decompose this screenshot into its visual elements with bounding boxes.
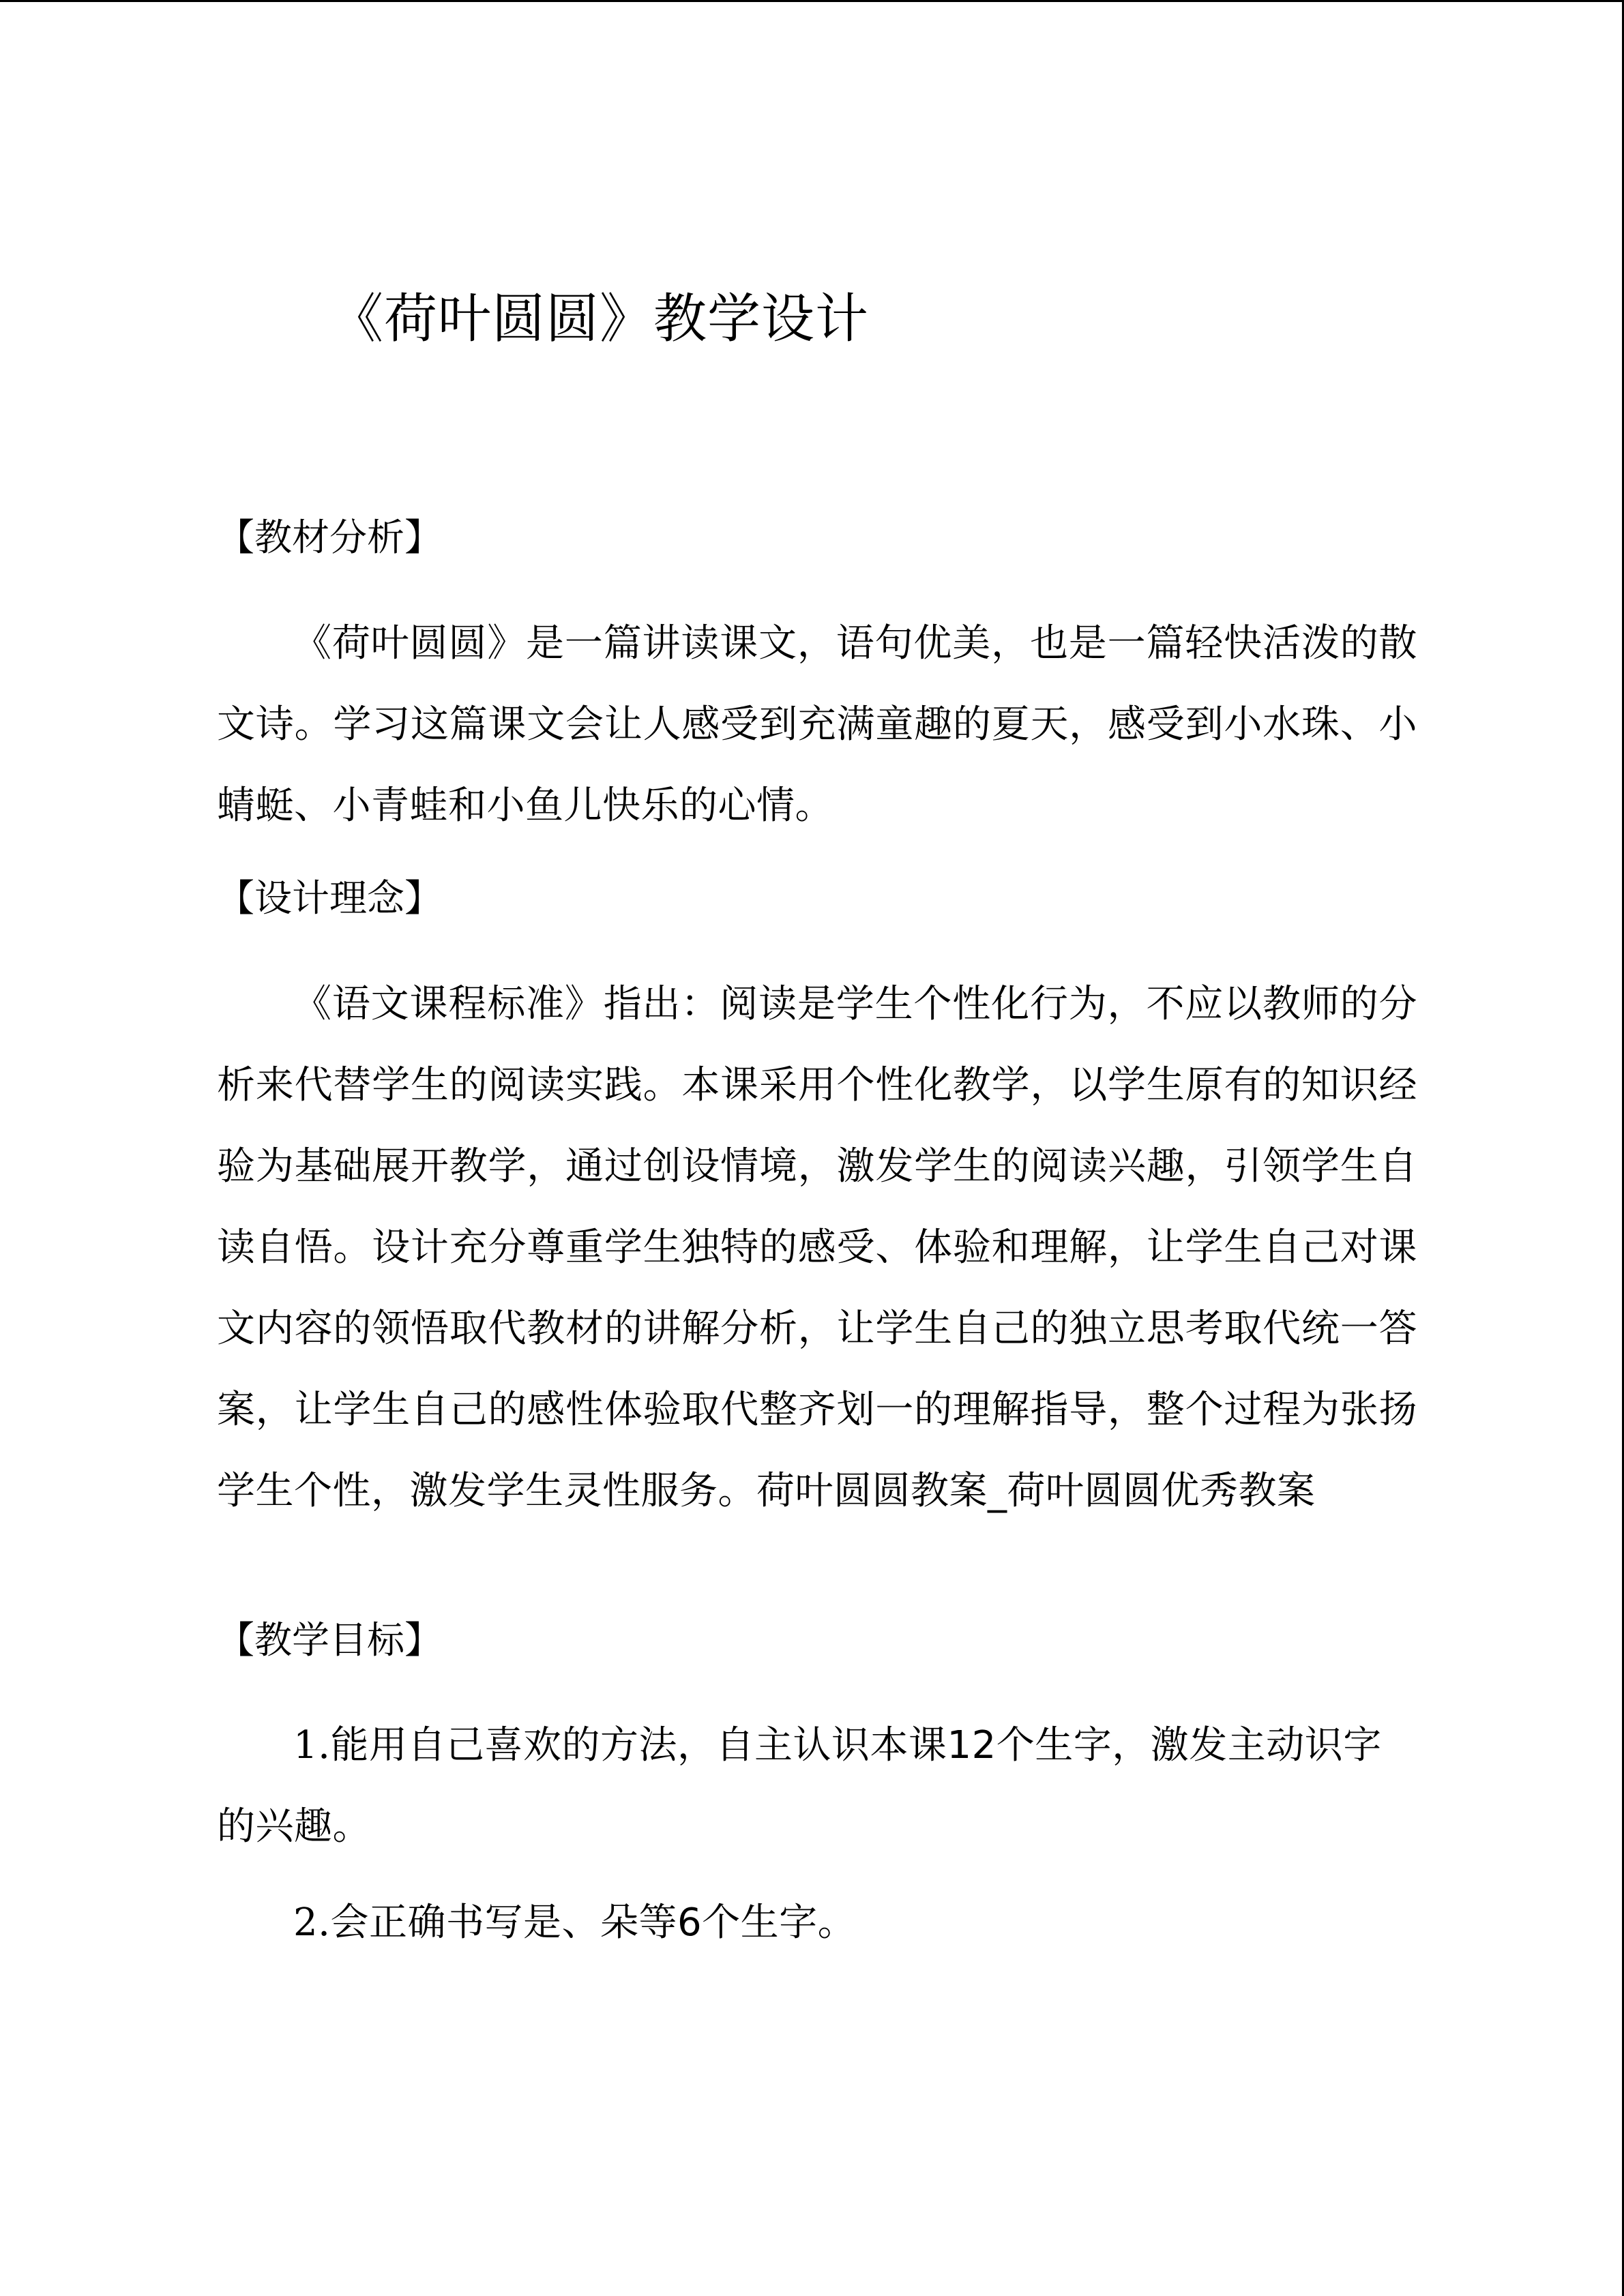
section-text-textbook-analysis: 《荷叶圆圆》是一篇讲读课文，语句优美，也是一篇轻快活泼的散文诗。学习这篇课文会让人感受到充满童趣的夏天，感受到小水珠、小蜻蜓、小青蛙和小鱼儿快乐的心情。 [217, 621, 1417, 828]
goal-text: 会正确书写是、朵等6个生字。 [330, 1900, 857, 1945]
section-heading-design-philosophy: 【设计理念】 [217, 876, 443, 920]
page-top-border [0, 0, 1624, 2]
goal-number: 1. [293, 1723, 331, 1768]
goal-number: 2. [293, 1900, 331, 1945]
teaching-goal-item [217, 1882, 1417, 1963]
goal-text: 能用自己喜欢的方法，自主认识本课12个生字，激发主动识字的兴趣。 [217, 1723, 1382, 1849]
teaching-goal-item [217, 1705, 1417, 1867]
section-heading-textbook-analysis: 【教材分析】 [217, 516, 443, 559]
section-text-design-philosophy: 《语文课程标准》指出：阅读是学生个性化行为，不应以教师的分析来代替学生的阅读实践。本课采用个性化教学，以学生原有的知识经验为基础展开教学，通过创设情境，激发学生的阅读兴趣，引领学生自读自悟。设计充分尊重学生独特的感受、体验和理解，让学生自己对课文内容的领悟取代教材的讲解分析，让学生自己的独立思考取代统一答案，让学生自己的感性体验取代整齐划一的理解指导，整个过程为张扬学生个性，激发学生灵性服务。荷叶圆圆教案_荷叶圆圆优秀教案 [217, 982, 1417, 1513]
section-heading-teaching-goals: 【教学目标】 [217, 1618, 443, 1662]
document-title: 《荷叶圆圆》教学设计 [330, 288, 870, 350]
